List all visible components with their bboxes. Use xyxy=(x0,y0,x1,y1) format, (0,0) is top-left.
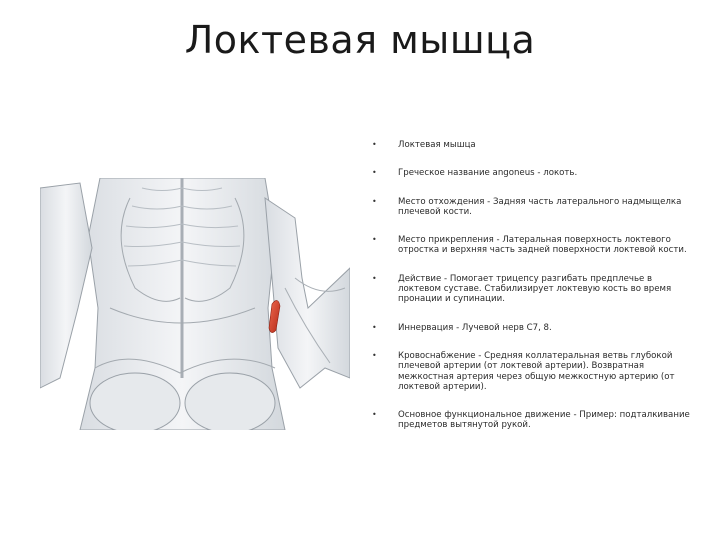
bullet-text: Локтевая мышца xyxy=(398,140,476,150)
bullet-glyph: • xyxy=(372,168,377,178)
bullet-glyph: • xyxy=(372,350,377,360)
bullet-text: Место отхождения - Задняя часть латерального надмыщелка плечевой кости. xyxy=(398,196,682,217)
back-arm-anatomy-image xyxy=(40,178,350,430)
bullet-item xyxy=(372,197,692,218)
bullet-text: Иннервация - Лучевой нерв C7, 8. xyxy=(398,322,552,333)
bullet-item xyxy=(372,410,692,431)
bullet-text: Действие - Помогает трицепсу разгибать предплечье в локтевом суставе. Стабилизирует локтевую кость во время пронации и супинации. xyxy=(398,273,672,305)
bullet-glyph: • xyxy=(372,196,377,206)
bullet-item xyxy=(372,274,692,305)
bullet-list xyxy=(372,140,692,449)
bullet-text: Кровоснабжение - Средняя коллатеральная ветвь глубокой плечевой артерии (от локтевой артерии). Возвратная межкостная артерия через общую межкостную артерию (от локтевой артерии). xyxy=(398,350,675,392)
bullet-item xyxy=(372,140,692,150)
bullet-glyph: • xyxy=(372,273,377,283)
bullet-item xyxy=(372,235,692,256)
anatomy-illustration xyxy=(40,178,350,430)
bullet-glyph: • xyxy=(372,235,377,245)
bullet-item xyxy=(372,323,692,333)
bullet-glyph: • xyxy=(372,322,377,332)
bullet-glyph: • xyxy=(372,410,377,420)
bullet-glyph: • xyxy=(372,140,377,149)
bullet-item xyxy=(372,168,692,178)
bullet-text: Основное функциональное движение - Пример: подталкивание предметов вытянутой рукой. xyxy=(398,410,690,431)
slide-title: Локтевая мышца xyxy=(184,18,536,62)
bullet-text: Греческое название angoneus - локоть. xyxy=(398,168,578,179)
bullet-text: Место прикрепления - Латеральная поверхность локтевого отростка и верхняя часть задней поверхности локтевой кости. xyxy=(398,235,687,256)
bullet-item xyxy=(372,351,692,392)
